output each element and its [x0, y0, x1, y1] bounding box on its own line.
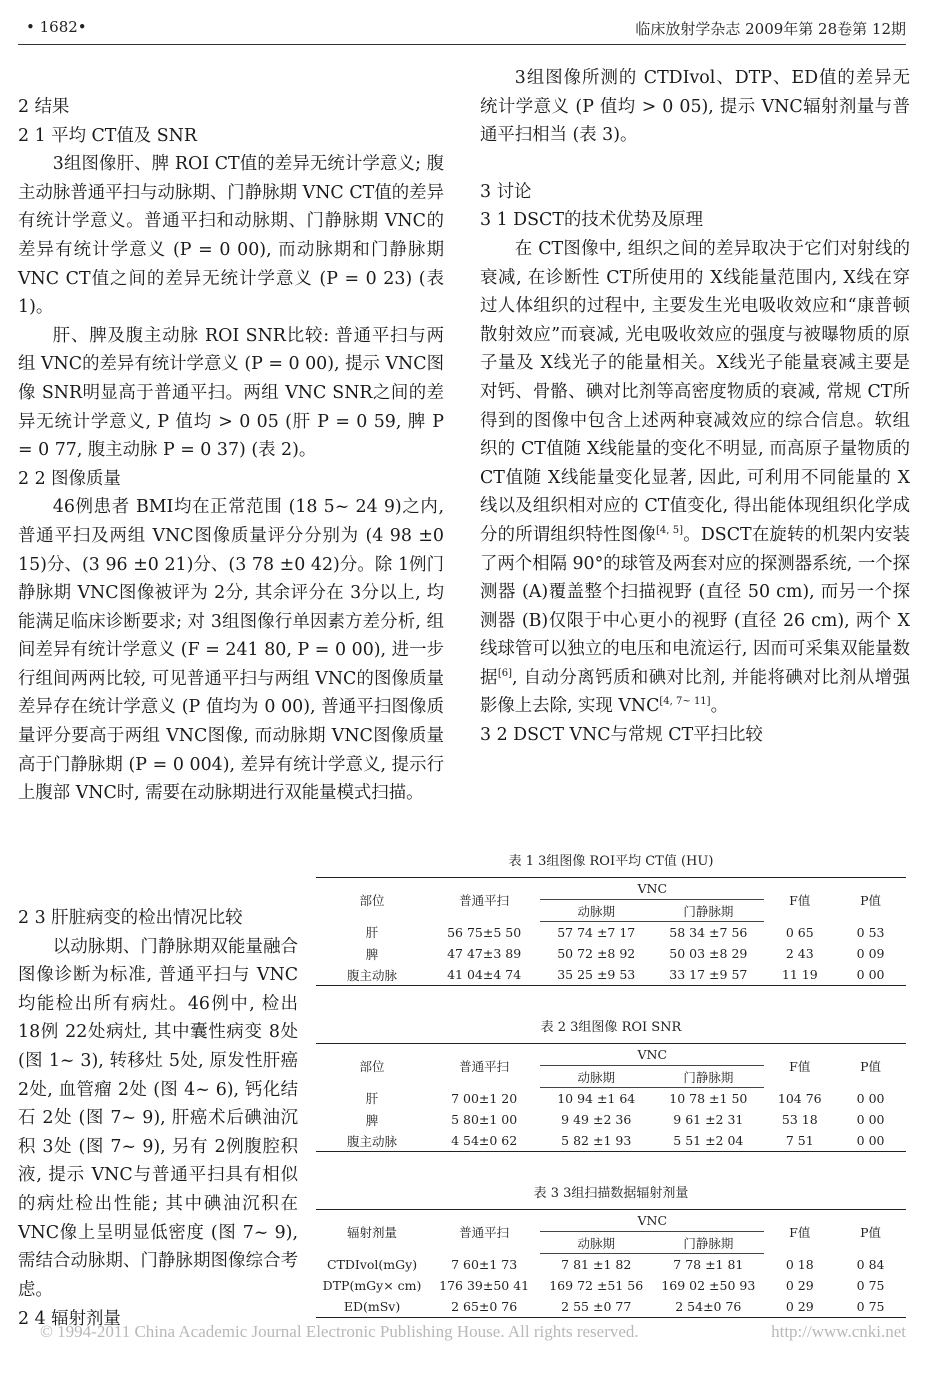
table-cell: 0 84 — [856, 1256, 885, 1272]
table-row — [316, 1109, 906, 1130]
column-header: 辐射剂量 — [316, 1210, 428, 1254]
table-row — [316, 1254, 906, 1276]
column-header: 动脉期 — [540, 1066, 652, 1088]
table-cell: 9 49 ±2 36 — [561, 1112, 632, 1127]
page-number: • 1682• — [26, 18, 87, 36]
table-row — [316, 964, 906, 986]
table-cell: 169 02 ±50 93 — [661, 1278, 756, 1293]
table-1 — [316, 850, 906, 986]
table-cell: 0 00 — [856, 1112, 885, 1127]
subsection-heading-vnc-comparison: 3 2 DSCT VNC与常规 CT平扫比较 — [480, 725, 763, 746]
section-heading-discussion: 3 讨论 — [480, 181, 532, 202]
table-cell: 脾 — [365, 1112, 379, 1128]
table-3 — [316, 1182, 906, 1318]
table-cell: 0 53 — [856, 924, 885, 940]
column-header: 门静脉期 — [652, 900, 764, 922]
column-header: 部位 — [316, 1044, 428, 1088]
table-row — [316, 922, 906, 944]
right-column — [480, 64, 910, 750]
table-cell: 7 60±1 73 — [451, 1256, 518, 1272]
table-cell: 41 04±4 74 — [428, 964, 540, 986]
column-header: P值 — [835, 1044, 906, 1088]
table-row — [316, 943, 906, 964]
table-cell: 0 29 — [785, 1278, 814, 1293]
table-cell: 2 54±0 76 — [652, 1296, 764, 1318]
column-group-header: VNC — [540, 1210, 764, 1232]
table-cell: 0 09 — [856, 946, 885, 961]
column-header: 动脉期 — [540, 1232, 652, 1254]
paragraph — [480, 235, 910, 721]
table-cell: 33 17 ±9 57 — [652, 964, 764, 986]
left-column-narrow — [18, 904, 298, 1333]
table-cell: 50 72 ±8 92 — [557, 946, 636, 961]
text-run: 。 — [710, 696, 728, 717]
table-cell: 5 51 ±2 04 — [652, 1130, 764, 1152]
table-cell: 53 18 — [781, 1112, 818, 1127]
table-cell: 50 03 ±8 29 — [669, 946, 748, 961]
table-cell: 176 39±50 41 — [439, 1278, 530, 1293]
citation: [4, 7~ 11] — [659, 696, 711, 708]
table-cell: 0 18 — [785, 1256, 814, 1272]
table-cell: 0 00 — [835, 964, 906, 986]
table-cell: 57 74 ±7 17 — [557, 925, 636, 940]
table-cell: 9 61 ±2 31 — [673, 1112, 744, 1127]
table-cell: 0 00 — [856, 1090, 885, 1106]
data-table — [316, 1209, 906, 1318]
table-cell: 7 00±1 20 — [451, 1090, 518, 1106]
column-header: 普通平扫 — [428, 1044, 540, 1088]
table-row — [316, 1130, 906, 1152]
table-2 — [316, 1016, 906, 1152]
column-header: 门静脉期 — [652, 1232, 764, 1254]
section-heading-results: 2 结果 — [18, 97, 70, 117]
table-cell: 4 54±0 62 — [428, 1130, 540, 1152]
table-cell: 0 75 — [856, 1278, 885, 1293]
table-cell: 0 75 — [835, 1296, 906, 1318]
table-row — [316, 1296, 906, 1318]
subsection-heading-ct-snr: 2 1 平均 CT值及 SNR — [18, 125, 197, 146]
copyright-notice: © 1994-2011 China Academic Journal Electronic Publishing House. All rights reserved. — [40, 1322, 639, 1341]
paragraph: 3组图像肝、脾 ROI CT值的差异无统计学意义; 腹主动脉普通平扫与动脉期、门静脉期 VNC CT值的差异有统计学意义。普通平扫和动脉期、门静脉期 VNC的差异有统计学意义 (P = 0 00), 而动脉期和门静脉期 VNC CT值之间的差异无统计学意义 (P = 0 23) (表 1)。 — [18, 154, 444, 318]
table-title: 表 1 3组图像 ROI平均 CT值 (HU) — [508, 854, 714, 869]
column-header: 部位 — [316, 878, 428, 922]
table-cell: DTP(mGy× cm) — [322, 1278, 422, 1293]
table-cell: ED(mSv) — [316, 1296, 428, 1318]
table-cell: 0 00 — [835, 1130, 906, 1152]
paragraph: 3组图像所测的 CTDIvol、DTP、ED值的差异无统计学意义 (P 值均 > 0 05), 提示 VNC辐射剂量与普通平扫相当 (表 3)。 — [480, 68, 910, 146]
citation: [4, 5] — [655, 525, 684, 537]
paragraph: 以动脉期、门静脉期双能量融合图像诊断为标准, 普通平扫与 VNC均能检出所有病灶。46例中, 检出 18例 22处病灶, 其中囊性病变 8处 (图 1~ 3), 转移灶 5处, 原发性肝癌 2处, 血管瘤 2处 (图 4~ 6), 钙化结石 2处 (图 7~ 9), 肝癌术后碘油沉积 3处 (图 7~ 9), 另有 2例腹腔积液, 提示 VNC与普通平扫具有相似的病灶检出性能; 其中碘油沉积在 VNC像上呈明显低密度 (图 7~ 9), 需结合动脉期、门静脉期图像综合考虑。 — [18, 936, 298, 1300]
table-cell: 47 47±3 89 — [447, 946, 522, 961]
table-title: 表 2 3组图像 ROI SNR — [540, 1020, 682, 1035]
table-cell: 5 80±1 00 — [451, 1112, 518, 1127]
table-cell: 169 72 ±51 56 — [549, 1278, 644, 1293]
subsection-heading-image-quality: 2 2 图像质量 — [18, 468, 121, 489]
table-cell: 7 81 ±1 82 — [561, 1257, 632, 1272]
table-cell: 2 55 ±0 77 — [540, 1296, 652, 1318]
table-cell: 0 65 — [785, 924, 814, 940]
table-cell: 肝 — [365, 925, 379, 941]
table-cell: 脾 — [365, 946, 379, 962]
table-cell: 2 65±0 76 — [428, 1296, 540, 1318]
column-header: F值 — [764, 1044, 835, 1088]
table-cell: 腹主动脉 — [316, 964, 428, 986]
table-cell: 2 43 — [785, 946, 814, 961]
table-cell: 7 78 ±1 81 — [673, 1257, 744, 1272]
cnki-url[interactable]: http://www.cnki.net — [771, 1322, 906, 1341]
left-column — [18, 93, 444, 873]
column-header: P值 — [835, 878, 906, 922]
table-cell: 肝 — [365, 1091, 379, 1107]
data-table — [316, 1043, 906, 1152]
paragraph: 肝、脾及腹主动脉 ROI SNR比较: 普通平扫与两组 VNC的差异有统计学意义 (P = 0 00), 提示 VNC图像 SNR明显高于普通平扫。两组 VNC SNR之间的差异无统计学意义, P 值均 > 0 05 (肝 P = 0 59, 脾 P = 0 77, 腹主动脉 P = 0 37) (表 2)。 — [18, 325, 444, 461]
table-cell: 腹主动脉 — [316, 1130, 428, 1152]
text-run: 在 CT图像中, 组织之间的差异取决于它们对射线的衰减, 在诊断性 CT所使用的 X线能量范围内, X线在穿过人体组织的过程中, 主要发生光电吸收效应和“康普顿散射效应”而衰减, 光电吸收效应的强度与被曝物质的原子量及 X线光子的能量相关。X线光子能量衰减主要是对钙、骨骼、碘对比剂等高密度物质的衰减, 常规 CT所得到的图像中包含上述两种衰减效应的综合信息。软组织的 CT值随 X线能量的变化不明显, 而高原子量物质的 CT值随 X线能量变化显著, 因此, 可利用不同能量的 X线以及组织相对应的 CT值变化, 得出能体现组织化学成分的所谓组织特性图像 — [480, 238, 910, 545]
table-cell: 58 34 ±7 56 — [669, 925, 748, 940]
table-cell: 11 19 — [764, 964, 835, 986]
column-header: P值 — [835, 1210, 906, 1254]
text-run: 。DSCT在旋转的机架内安装了两个相隔 90°的球管及两套对应的探测器系统, 一个探测器 (A)覆盖整个扫描视野 (直径 50 cm), 而另一个探测器 (B)仅限于中心更小的视野 (直径 26 cm), 两个 X线球管可以独立的电压和电流运行, 因而可采集双能量数据 — [480, 524, 911, 688]
table-title: 表 3 3组扫描数据辐射剂量 — [533, 1186, 689, 1201]
table-cell: 7 51 — [764, 1130, 835, 1152]
subsection-heading-lesion-detection: 2 3 肝脏病变的检出情况比较 — [18, 908, 243, 928]
citation: [6] — [497, 668, 513, 680]
table-cell: 104 76 — [777, 1090, 822, 1106]
tables-region — [316, 850, 906, 1348]
text-run: , 自动分离钙质和碘对比剂, 并能将碘对比剂从增强影像上去除, 实现 VNC — [480, 667, 910, 717]
column-header: 动脉期 — [540, 900, 652, 922]
table-row — [316, 1275, 906, 1296]
subsection-heading-dsct-principle: 3 1 DSCT的技术优势及原理 — [480, 210, 704, 231]
column-header: 门静脉期 — [652, 1066, 764, 1088]
table-cell: 10 94 ±1 64 — [557, 1091, 636, 1106]
table-cell: 35 25 ±9 53 — [540, 964, 652, 986]
table-cell: 56 75±5 50 — [447, 924, 522, 940]
header-rule — [18, 44, 906, 45]
table-row — [316, 1088, 906, 1110]
subsection-heading-radiation-dose: 2 4 辐射剂量 — [18, 1308, 121, 1329]
column-header: 普通平扫 — [428, 878, 540, 922]
column-header: F值 — [764, 1210, 835, 1254]
column-header: F值 — [764, 878, 835, 922]
table-cell: 5 82 ±1 93 — [540, 1130, 652, 1152]
column-header: 普通平扫 — [428, 1210, 540, 1254]
column-group-header: VNC — [540, 878, 764, 900]
table-cell: 0 29 — [764, 1296, 835, 1318]
table-cell: CTDIvol(mGy) — [326, 1256, 418, 1272]
data-table — [316, 877, 906, 986]
column-group-header: VNC — [540, 1044, 764, 1066]
table-cell: 10 78 ±1 50 — [669, 1091, 748, 1106]
journal-running-head: 临床放射学杂志 2009年第 28卷第 12期 — [635, 20, 906, 38]
paragraph: 46例患者 BMI均在正常范围 (18 5~ 24 9)之内, 普通平扫及两组 VNC图像质量评分分别为 (4 98 ±0 15)分、(3 96 ±0 21)分、(3 78 ±0 42)分。除 1例门静脉期 VNC图像被评为 2分, 其余评分在 3分以上, 均能满足临床诊断要求; 对 3组图像行单因素方差分析, 组间差异有统计学意义 (F = 241 80, P = 0 00), 进一步行组间两两比较, 可见普通平扫与两组 VNC的图像质量差异存在统计学意义 (P 值均为 0 00), 普通平扫图像质量评分要高于两组 VNC图像, 而动脉期 VNC图像质量高于门静脉期 (P = 0 004), 差异有统计学意义, 提示行上腹部 VNC时, 需要在动脉期进行双能量模式扫描。 — [18, 497, 444, 804]
